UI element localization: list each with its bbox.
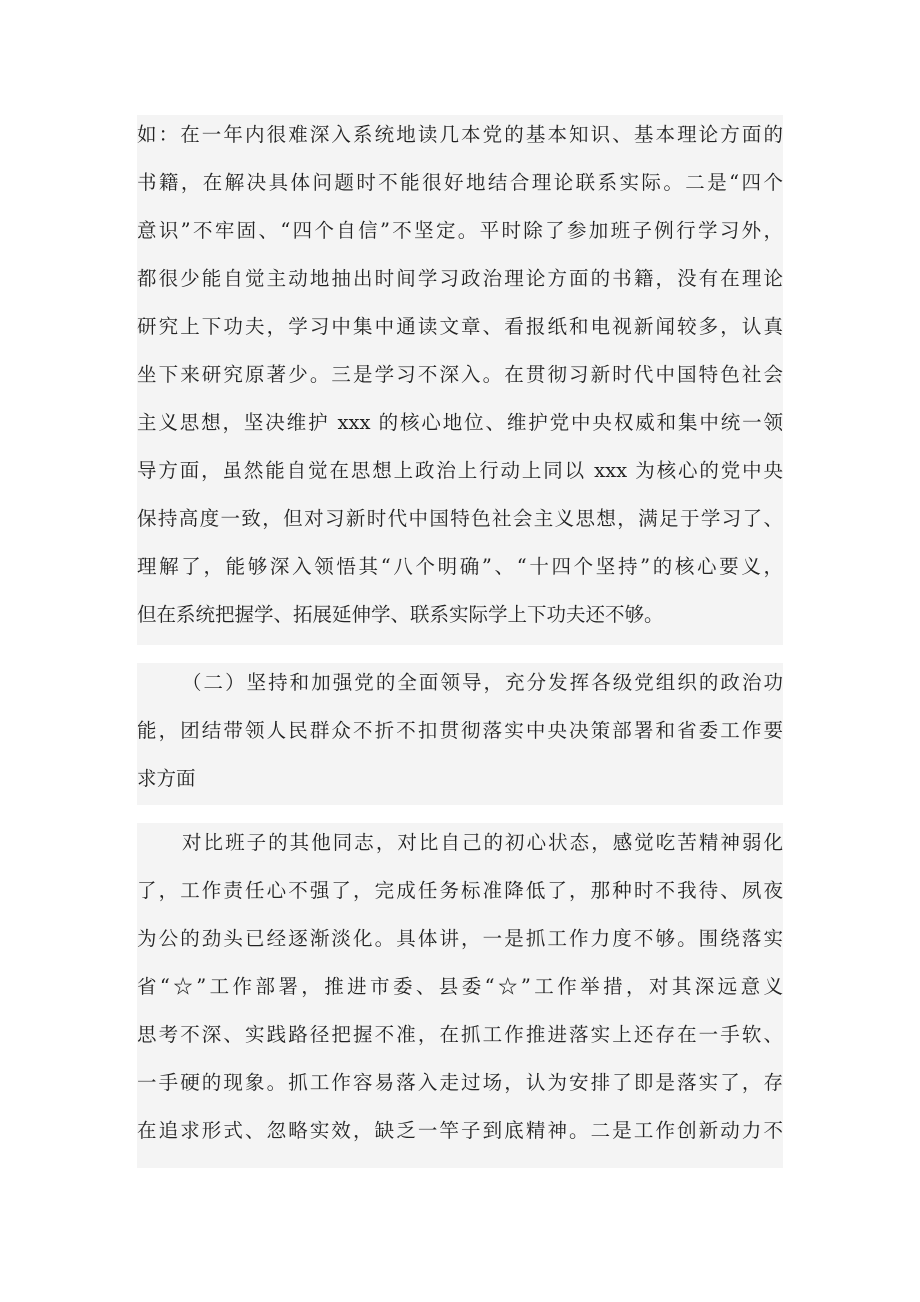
heading-line: 能，团结带领人民群众不折不扣贯彻落实中央决策部署和省委工作要 bbox=[137, 719, 783, 742]
text-line: 坐下来研究原著少。三是学习不深入。在贯彻习新时代中国特色社会 bbox=[137, 363, 783, 386]
text-line: 但在系统把握学、拓展延伸学、联系实际学上下功夫还不够。 bbox=[137, 603, 664, 626]
text-line: 意识”不牢固、“四个自信”不坚定。平时除了参加班子例行学习外， bbox=[137, 219, 783, 242]
text-line: 导方面，虽然能自觉在思想上政治上行动上同以 xxx 为核心的党中央 bbox=[137, 459, 783, 482]
text-line: 都很少能自觉主动地抽出时间学习政治理论方面的书籍，没有在理论 bbox=[137, 267, 783, 290]
text-line: 为公的劲头已经逐渐淡化。具体讲，一是抓工作力度不够。围绕落实 bbox=[137, 927, 783, 950]
text-line: 省“☆”工作部署，推进市委、县委“☆”工作举措，对其深远意义 bbox=[137, 975, 783, 998]
text-line: 思考不深、实践路径把握不准，在抓工作推进落实上还存在一手软、 bbox=[137, 1023, 783, 1046]
heading-line: 求方面 bbox=[137, 767, 196, 790]
text-line: 了，工作责任心不强了，完成任务标准降低了，那种时不我待、夙夜 bbox=[137, 879, 783, 902]
text-line: 保持高度一致，但对习新时代中国特色社会主义思想，满足于学习了、 bbox=[137, 507, 783, 530]
text-line: 主义思想，坚决维护 xxx 的核心地位、维护党中央权威和集中统一领 bbox=[137, 411, 783, 434]
text-line: 研究上下功夫，学习中集中通读文章、看报纸和电视新闻较多，认真 bbox=[137, 315, 783, 338]
paragraph-block-1 bbox=[137, 115, 783, 645]
text-line: 理解了，能够深入领悟其“八个明确”、“十四个坚持”的核心要义， bbox=[137, 555, 783, 578]
section-heading-2 bbox=[137, 663, 783, 805]
heading-line: （二）坚持和加强党的全面领导，充分发挥各级党组织的政治功 bbox=[182, 671, 783, 694]
text-line: 书籍，在解决具体问题时不能很好地结合理论联系实际。二是“四个 bbox=[137, 171, 783, 194]
paragraph-block-3 bbox=[137, 823, 783, 1168]
text-line: 在追求形式、忽略实效，缺乏一竿子到底精神。二是工作创新动力不 bbox=[137, 1119, 783, 1142]
text-line: 如：在一年内很难深入系统地读几本党的基本知识、基本理论方面的 bbox=[137, 123, 783, 146]
text-line: 对比班子的其他同志，对比自己的初心状态，感觉吃苦精神弱化 bbox=[182, 831, 783, 854]
text-line: 一手硬的现象。抓工作容易落入走过场，认为安排了即是落实了，存 bbox=[137, 1071, 783, 1094]
